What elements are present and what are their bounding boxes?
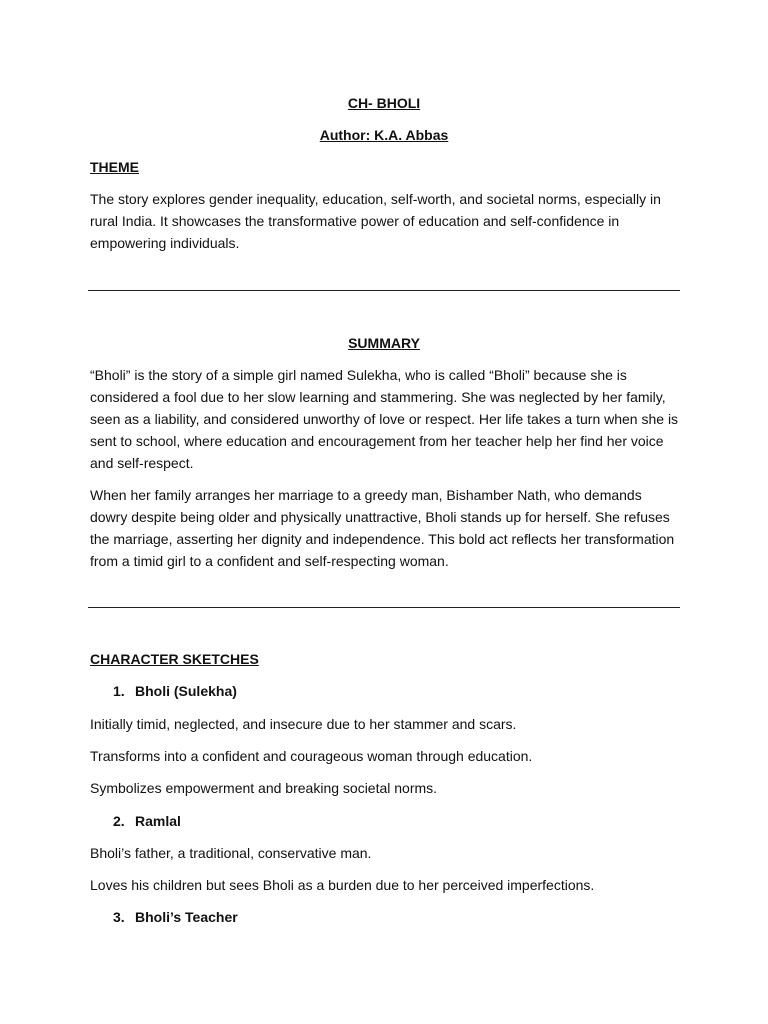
character-item-teacher [113,908,238,926]
character-trait-line: Initially timid, neglected, and insecure due to her stammer and scars. [90,716,517,732]
character-name: Bholi (Sulekha) [135,683,237,699]
theme-paragraph: The story explores gender inequality, education, self-worth, and societal norms, especially in rural India. It showcases the transformative power of education and self-confidence in empowering individuals. [90,191,661,251]
character-trait-line: Bholi’s father, a traditional, conservative man. [90,845,372,861]
list-number: 1. [113,683,125,699]
character-sketches-heading: CHARACTER SKETCHES [90,651,259,667]
summary-heading: SUMMARY [348,335,420,351]
section-divider [88,607,680,608]
character-trait-line: Loves his children but sees Bholi as a burden due to her perceived imperfections. [90,877,595,893]
character-trait-line: Symbolizes empowerment and breaking societal norms. [90,780,438,796]
theme-heading: THEME [90,159,139,175]
summary-paragraph-2: When her family arranges her marriage to a greedy man, Bishamber Nath, who demands dowry despite being older and physically unattractive, Bholi stands up for herself. She refuses the marriage, asserting her dignity and independence. This bold act reflects her transformation from a timid girl to a confident and self-respecting woman. [90,487,675,569]
character-name: Ramlal [135,813,181,829]
character-name: Bholi’s Teacher [135,909,238,925]
list-number: 2. [113,813,125,829]
chapter-title: CH- BHOLI [347,95,421,111]
character-item-ramlal [113,812,181,830]
list-number: 3. [113,909,125,925]
summary-paragraph-1: “Bholi” is the story of a simple girl named Sulekha, who is called “Bholi” because she is considered a fool due to her slow learning and stammering. She was neglected by her family, seen as a liability, and considered unworthy of love or respect. Her life takes a turn when she is sent to school, where education and encouragement from her teacher help her find her voice and self-respect. [90,367,679,471]
section-divider [88,290,680,291]
author-line: Author: K.A. Abbas [319,127,449,143]
character-item-bholi [113,682,237,700]
character-trait-line: Transforms into a confident and courageous woman through education. [90,748,533,764]
